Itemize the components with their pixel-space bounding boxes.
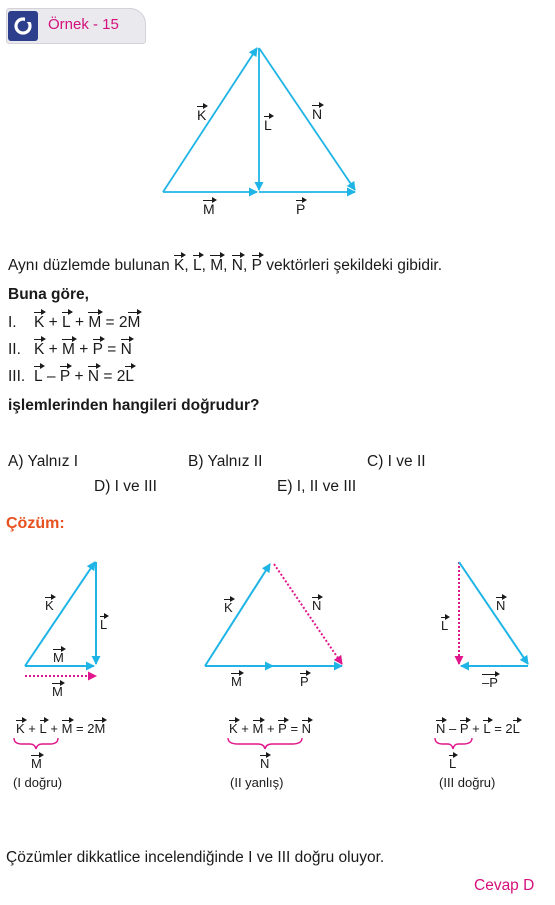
vector-k bbox=[163, 48, 257, 192]
fig1-verdict: (I doğru) bbox=[13, 775, 63, 790]
fig1-brace bbox=[14, 738, 58, 749]
label-l: L bbox=[264, 117, 272, 133]
fig1-brace-label: M bbox=[31, 756, 42, 771]
fig2-equation: K + M + P = N bbox=[229, 721, 312, 736]
example-title: Örnek - 15 bbox=[48, 16, 119, 33]
fig3-label-minus-p: –P bbox=[482, 675, 498, 690]
label-p: P bbox=[296, 201, 306, 217]
fig1-equation: K + L + M = 2M bbox=[16, 721, 106, 736]
fig3-label-l: L bbox=[441, 618, 449, 633]
fig1-label-m-dotted: M bbox=[52, 684, 63, 699]
fig2-label-p: P bbox=[300, 674, 309, 689]
fig2-label-k: K bbox=[224, 600, 233, 615]
fig3-brace-label: L bbox=[449, 756, 457, 771]
fig2-brace-label: N bbox=[260, 756, 270, 771]
fig1-label-k: K bbox=[45, 598, 54, 613]
braces bbox=[0, 736, 555, 756]
fig1-label-l: L bbox=[100, 617, 108, 632]
option-a[interactable]: A) Yalnız I bbox=[8, 453, 79, 470]
fig2-brace bbox=[228, 738, 302, 749]
statement-2: II. K + M + P = N bbox=[8, 341, 132, 358]
question-intro: Aynı düzlemde bulunan K, L, M, N, P vektörleri şekildeki gibidir. bbox=[8, 257, 443, 274]
solution-figures bbox=[0, 550, 555, 700]
vector-n bbox=[259, 48, 355, 190]
label-k: K bbox=[197, 107, 207, 123]
question-ask: işlemlerinden hangileri doğrudur? bbox=[8, 397, 260, 414]
option-c[interactable]: C) I ve II bbox=[367, 453, 426, 470]
vector-figure bbox=[0, 0, 555, 240]
conclusion: Çözümler dikkatlice incelendiğinde I ve III doğru oluyor. bbox=[6, 849, 385, 866]
statement-3: III. L – P + N = 2L bbox=[8, 368, 134, 385]
fig3-brace bbox=[435, 738, 472, 749]
fig2-verdict: (II yanlış) bbox=[230, 775, 284, 790]
fig2-label-n: N bbox=[312, 598, 322, 613]
solution-title: Çözüm: bbox=[6, 515, 65, 532]
fig3-verdict: (III doğru) bbox=[439, 775, 496, 790]
fig3-label-n: N bbox=[496, 598, 506, 613]
solution-figure-3 bbox=[459, 562, 528, 666]
option-e[interactable]: E) I, II ve III bbox=[277, 478, 357, 495]
option-b[interactable]: B) Yalnız II bbox=[188, 453, 263, 470]
label-m: M bbox=[203, 201, 215, 217]
statement-1: I. K + L + M = 2M bbox=[8, 314, 141, 331]
fig3-equation: N – P + L = 2L bbox=[436, 721, 520, 736]
question-lead: Buna göre, bbox=[8, 286, 89, 303]
fig1-label-m: M bbox=[53, 650, 64, 665]
label-n: N bbox=[312, 106, 323, 122]
option-d[interactable]: D) I ve III bbox=[94, 478, 157, 495]
answer: Cevap D bbox=[474, 877, 535, 894]
fig2-label-m: M bbox=[231, 674, 242, 689]
